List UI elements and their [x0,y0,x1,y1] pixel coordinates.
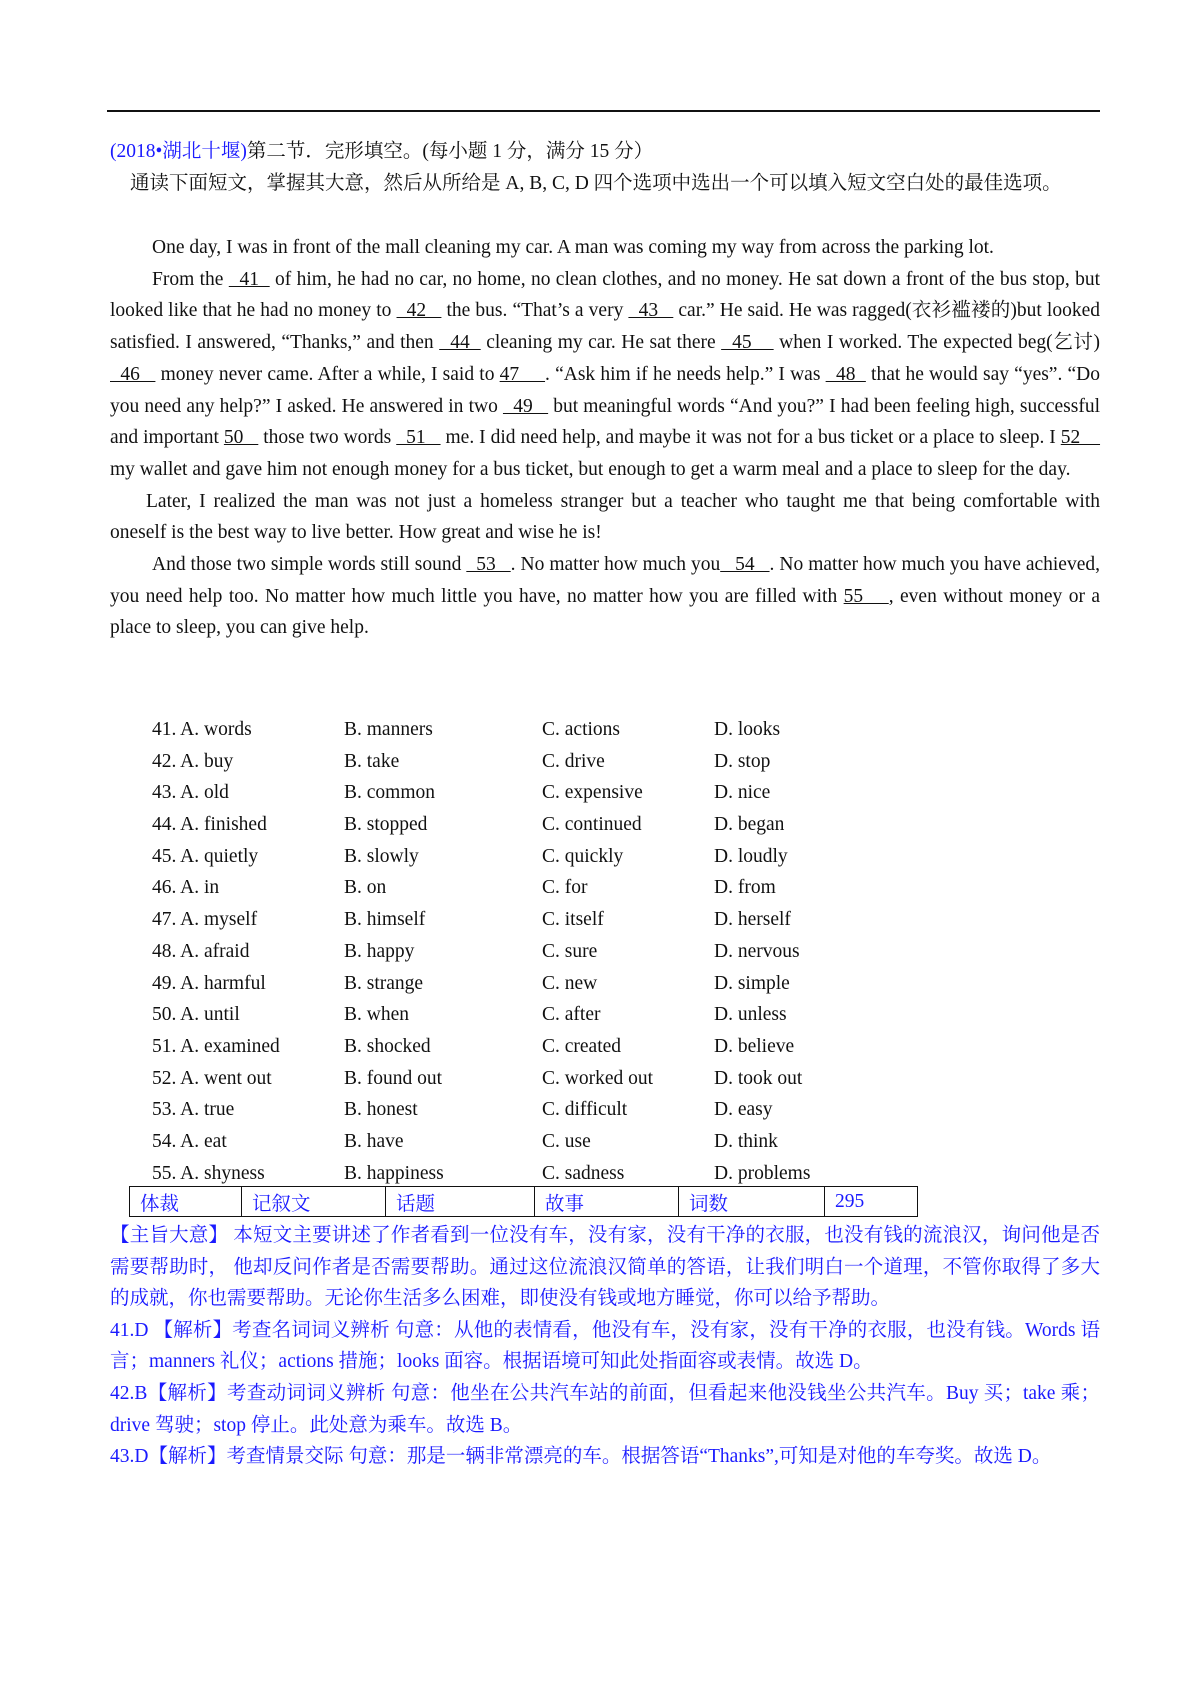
passage-paragraph-3: Later, I realized the man was not just a homeless stranger but a teacher who taught me that being comfortable with oneself is the best way to live better. How great and wise he is! [110,490,1100,544]
option-a: 43. A. old [152,782,229,804]
option-b: B. manners [344,719,433,740]
analysis [110,1220,1100,1473]
option-a: 50. A. until [152,1004,240,1026]
passage-text: . “Ask him if he needs help.” I was [545,363,826,385]
option-a: 51. A. examined [152,1035,280,1057]
option-d: D. believe [714,1035,795,1057]
option-d: D. easy [714,1099,773,1121]
option-d: D. began [714,814,785,836]
option-a: 45. A. quietly [152,845,259,867]
option-b: B. strange [344,972,424,994]
option-b: B. himself [344,909,426,931]
meta-cell-genre-label: 体裁 [130,1187,242,1217]
option-a: 52. A. went out [152,1067,272,1089]
blank-48: 48 [825,363,866,385]
blank-44: 44 [439,332,481,354]
option-c: C. itself [542,909,604,931]
blank-54: 54 [720,554,770,576]
analysis-41: 41.D 【解析】考查名词词义辨析 句意：从他的表情看，他没有车，没有家，没有干净的衣服，也没有钱。Words 语言；manners 礼仪；actions 措施；looks 面容。根据语境可知此处指面容或表情。故选 D。 [110,1319,1100,1373]
option-d: D. nervous [714,940,800,962]
meta-cell-topic: 故事 [535,1187,679,1217]
option-b: B. happiness [344,1162,444,1184]
header-rule [107,110,1100,112]
meta-cell-count: 295 [825,1187,918,1217]
blank-45: 45 [721,332,774,354]
passage [110,232,1100,644]
blank-47: 47 [499,363,546,385]
section-heading [110,136,1100,168]
option-a: 48. A. afraid [152,940,250,962]
meta-cell-genre: 记叙文 [242,1187,386,1217]
option-d: D. nice [714,782,771,804]
blank-51: 51 [396,427,441,449]
blank-49: 49 [502,395,549,417]
option-d: D. looks [714,719,781,740]
passage-text: me. I did need help, and maybe it was not for a bus ticket or a place to sleep. I [440,427,1061,449]
blank-46: 46 [110,363,156,385]
blank-42: 42 [396,300,442,322]
blank-41: 41 [228,268,270,290]
option-a: 49. A. harmful [152,972,266,994]
blank-50: 50 [223,427,259,449]
option-b: B. take [344,750,400,772]
option-a: 53. A. true [152,1099,235,1121]
option-c: C. new [542,972,598,994]
option-c: C. quickly [542,845,624,867]
passage-text: And those two simple words still sound [152,554,467,576]
option-d: D. simple [714,972,790,994]
instruction: 通读下面短文，掌握其大意，然后从所给是 A, B, C, D 四个选项中选出一个可以填入短文空白处的最佳选项。 [130,173,1062,194]
option-c: C. drive [542,750,605,772]
analysis-summary: 【主旨大意】 本短文主要讲述了作者看到一位没有车，没有家，没有干净的衣服，也没有钱的流浪汉，询问他是否需要帮助时， 他却反问作者是否需要帮助。通过这位流浪汉简单的答语，让我们明白一个道理，不管你取得了多大的成就，你也需要帮助。无论你生活多么困难，即使没有钱或地方睡觉，你可以给予帮助。 [110,1225,1100,1310]
option-d: D. took out [714,1067,803,1089]
option-c: C. for [542,877,588,899]
option-c: C. continued [542,814,642,836]
passage-text: but meaningful words “And you?” I had been feeling high, successful and important [110,395,1101,449]
option-c: C. created [542,1035,622,1057]
passage-text: cleaning my car. He sat there [480,332,722,354]
option-b: B. on [344,877,387,899]
passage-text: , even without money or a place to sleep, you can give help. [110,585,1100,639]
passage-paragraph-1: One day, I was in front of the mall cleaning my car. A man was coming my way from across the parking lot. [152,237,994,258]
option-b: B. shocked [344,1035,431,1057]
option-d: D. think [714,1130,778,1152]
option-b: B. stopped [344,814,428,836]
option-c: C. difficult [542,1099,628,1121]
option-a: 42. A. buy [152,750,234,772]
option-c: C. expensive [542,782,643,804]
option-d: D. loudly [714,845,788,867]
option-c: C. actions [542,719,620,740]
option-b: B. when [344,1004,409,1026]
option-a: 47. A. myself [152,909,258,931]
option-c: C. worked out [542,1067,654,1089]
passage-text: . No matter how much you [510,554,721,576]
option-a: 44. A. finished [152,814,267,836]
passage-paragraph-4 [110,549,1100,644]
option-a: 41. A. words [152,719,252,740]
option-c: C. use [542,1130,591,1152]
meta-row [130,1187,918,1217]
option-a: 55. A. shyness [152,1162,265,1184]
blank-52: 52 [1060,427,1101,449]
option-b: B. happy [344,940,415,962]
passage-text: From the [152,268,229,290]
passage-text: those two words [258,427,397,449]
option-b: B. found out [344,1067,443,1089]
passage-text: that he would say “yes”. “Do you need any help?” I asked. He answered in two [110,363,1101,417]
section-title: 第二节．完形填空。(每小题 1 分，满分 15 分） [246,141,654,162]
passage-text: . No matter how much you have achieved, you need help too. No matter how much little you have, no matter how you are filled with [110,554,1100,607]
option-c: C. sure [542,940,598,962]
passage-text: the bus. “That’s a very [441,300,629,322]
blank-43: 43 [628,300,674,322]
option-a: 54. A. eat [152,1130,227,1152]
passage-paragraph-2 [110,264,1100,486]
analysis-42: 42.B【解析】考查动词词义辨析 句意：他坐在公共汽车站的前面，但看起来他没钱坐公共汽车。Buy 买；take 乘；drive 驾驶；stop 停止。此处意为乘车。故选 B。 [110,1382,1100,1436]
option-b: B. slowly [344,845,419,867]
option-d: D. unless [714,1004,787,1026]
meta-table [129,1186,918,1217]
option-b: B. honest [344,1099,418,1121]
option-b: B. common [344,782,435,804]
passage-text: car.” He said. He was ragged(衣衫褴褛的)but looked satisfied. I answered, “Thanks,” and then [110,300,1100,354]
source-label: (2018•湖北十堰) [110,141,247,162]
option-d: D. problems [714,1162,811,1184]
passage-text: when I worked. The expected beg(乞讨) [773,332,1100,354]
analysis-43: 43.D【解析】考查情景交际 句意：那是一辆非常漂亮的车。根据答语“Thanks”,可知是对他的车夸奖。故选 D。 [110,1446,1052,1468]
meta-cell-count-label: 词数 [679,1187,825,1217]
option-d: D. from [714,877,776,899]
blank-53: 53 [466,554,511,576]
option-b: B. have [344,1130,404,1152]
passage-text: my wallet and gave him not enough money for a bus ticket, but enough to get a warm meal and a place to sleep for the day. [110,458,1071,480]
passage-text: of him, he had no car, no home, no clean clothes, and no money. He sat down a front of the bus stop, but looked like that he had no money to [110,268,1100,322]
option-d: D. herself [714,909,791,931]
passage-text: money never came. After a while, I said to [155,363,500,385]
option-c: C. sadness [542,1162,625,1184]
meta-cell-topic-label: 话题 [386,1187,535,1217]
option-a: 46. A. in [152,877,220,899]
blank-55: 55 [843,585,889,607]
option-d: D. stop [714,750,771,772]
option-c: C. after [542,1004,601,1026]
